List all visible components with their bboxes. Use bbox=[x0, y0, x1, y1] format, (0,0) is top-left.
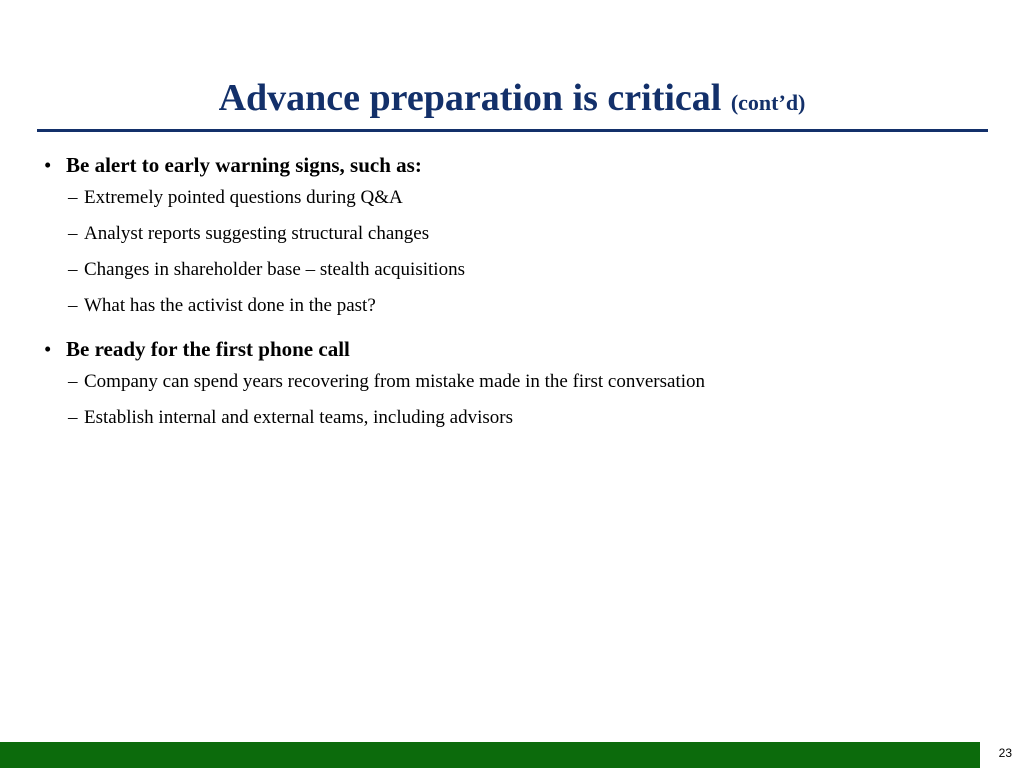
sub-item bbox=[44, 180, 984, 216]
slide-title bbox=[0, 76, 1024, 125]
bullet-section-first-call bbox=[44, 334, 984, 436]
page-number: 23 bbox=[998, 746, 1012, 760]
slide-content bbox=[44, 150, 984, 436]
slide-title-text: Advance preparation is critical bbox=[218, 77, 722, 119]
bullet-marker: • bbox=[44, 337, 52, 361]
bullet-text: Be ready for the first phone call bbox=[66, 337, 350, 361]
sub-item-text: Changes in shareholder base – stealth acquisitions bbox=[84, 259, 465, 280]
bullet-item bbox=[44, 150, 984, 180]
sub-item-marker: – bbox=[68, 295, 78, 316]
sub-item-text: Establish internal and external teams, including advisors bbox=[84, 407, 513, 428]
bullet-text: Be alert to early warning signs, such as: bbox=[66, 153, 422, 177]
sub-item bbox=[44, 400, 984, 436]
sub-item-text: What has the activist done in the past? bbox=[84, 295, 376, 316]
sub-item bbox=[44, 216, 984, 252]
sub-item-text: Analyst reports suggesting structural changes bbox=[84, 223, 430, 244]
sub-item-text: Company can spend years recovering from mistake made in the first conversation bbox=[84, 371, 705, 392]
bullet-section-warning-signs bbox=[44, 150, 984, 324]
sub-item-marker: – bbox=[68, 223, 78, 244]
sub-item bbox=[44, 364, 984, 400]
sub-item-marker: – bbox=[68, 187, 78, 208]
sub-item-marker: – bbox=[68, 407, 78, 428]
title-divider bbox=[37, 129, 988, 132]
sub-item-text: Extremely pointed questions during Q&A bbox=[84, 187, 403, 208]
sub-item-marker: – bbox=[68, 259, 78, 280]
sub-item bbox=[44, 252, 984, 288]
bullet-item bbox=[44, 334, 984, 364]
slide-title-suffix: (cont’d) bbox=[730, 90, 806, 115]
bullet-marker: • bbox=[44, 153, 52, 177]
footer-bar bbox=[0, 742, 980, 768]
sub-item bbox=[44, 288, 984, 324]
sub-item-marker: – bbox=[68, 371, 78, 392]
